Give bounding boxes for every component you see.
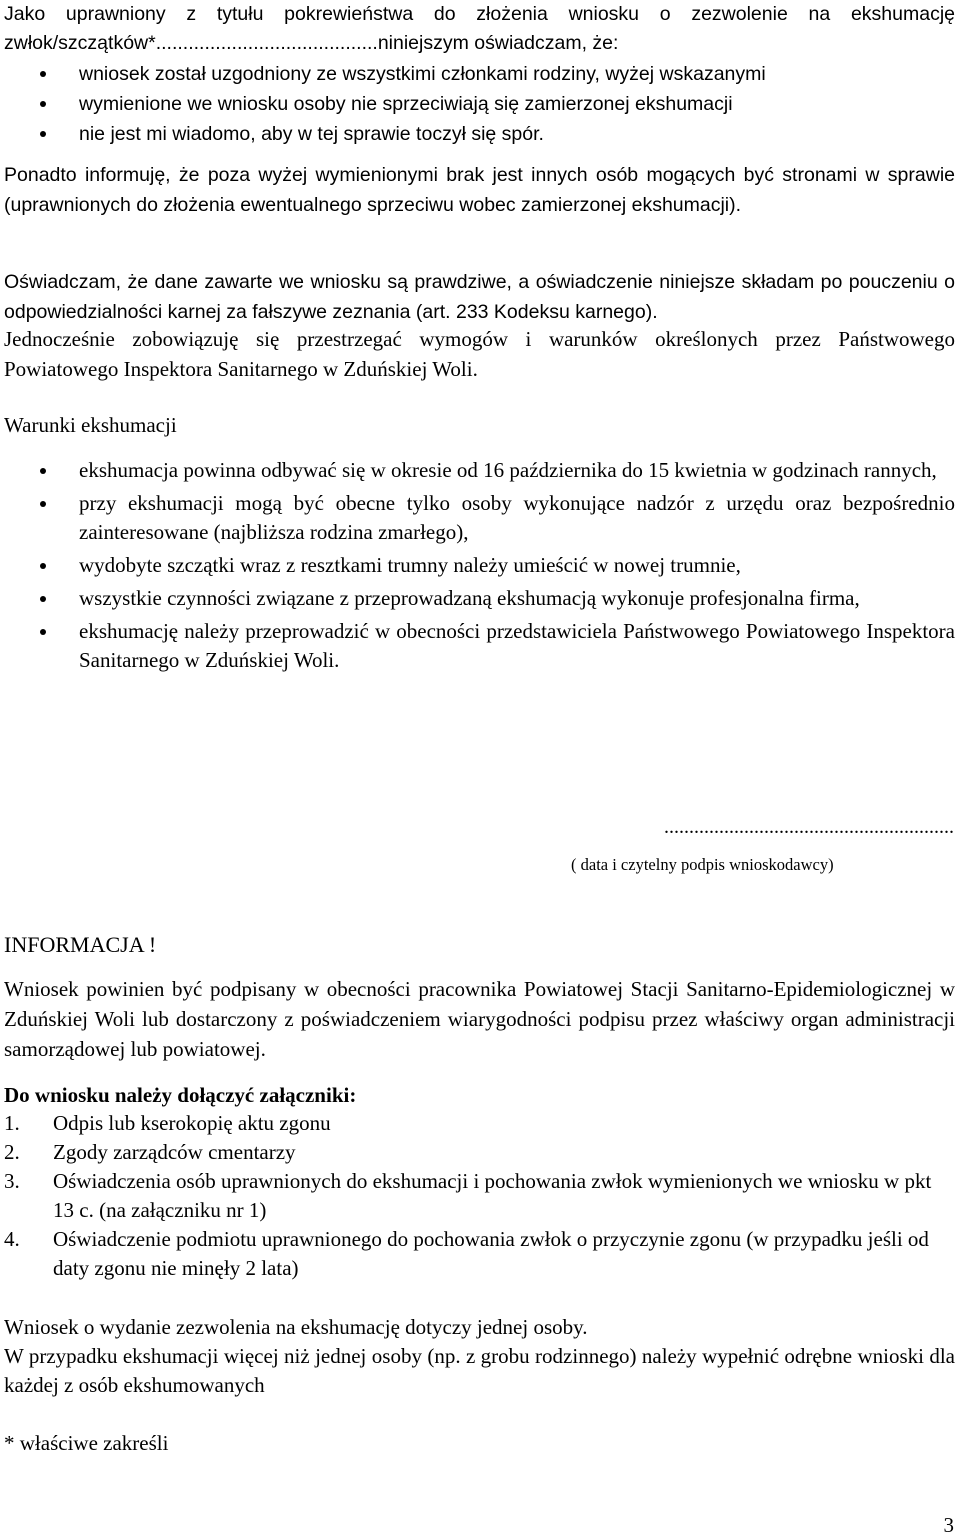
signature-line: .......................................................... [664, 816, 954, 838]
footnote: * właściwe zakreśli [4, 1431, 169, 1455]
item-text: Oświadczenie podmiotu uprawnionego do pochowania zwłok o przyczynie zgonu (w przypadku jeśli od daty zgonu nie minęły 2 lata) [53, 1227, 929, 1280]
information-paragraph: Wniosek powinien być podpisany w obecności pracownika Powiatowej Stacji Sanitarno-Epidemiologicznej w Zduńskiej Woli lub dostarczony z poświadczeniem wiarygodności podpisu przez właściwy organ administracji samorządowej lub powiatowej. [4, 977, 955, 1061]
attachments-list [4, 1109, 955, 1283]
obligation-paragraph: Jednocześnie zobowiązuję się przestrzegać wymogów i warunków określonych przez Państwowego Powiatowego Inspektora Sanitarnego w Zduńskiej Woli. [4, 327, 955, 381]
item-text: Oświadczenia osób uprawnionych do ekshumacji i pochowania zwłok wymienionych we wniosku w pkt 13 c. (na załączniku nr 1) [53, 1169, 932, 1222]
list-item: wydobyte szczątki wraz z resztkami trumny należy umieścić w nowej trumnie, [0, 551, 955, 580]
exhumation-conditions-heading: Warunki ekshumacji [4, 413, 177, 437]
single-person-note: Wniosek o wydanie zezwolenia na ekshumację dotyczy jednej osoby. [4, 1315, 588, 1339]
list-item: wymienione we wniosku osoby nie sprzeciwiają się zamierzonej ekshumacji [0, 89, 955, 119]
list-item [4, 1109, 955, 1138]
exhumation-conditions-list [0, 456, 955, 679]
item-text: Zgody zarządców cmentarzy [53, 1140, 296, 1164]
list-item: wniosek został uzgodniony ze wszystkimi członkami rodziny, wyżej wskazanymi [0, 59, 955, 89]
item-number: 2. [4, 1140, 20, 1164]
list-item: przy ekshumacji mogą być obecne tylko osoby wykonujące nadzór z urzędu oraz bezpośrednio zainteresowane (najbliższa rodzina zmarłego), [0, 489, 955, 547]
ponadto-paragraph: Ponadto informuję, że poza wyżej wymienionymi brak jest innych osób mogących być stronami w sprawie (uprawnionych do złożenia ewentualnego sprzeciwu wobec zamierzonej ekshumacji). [4, 164, 955, 216]
list-item: ekshumacja powinna odbywać się w okresie od 16 października do 15 kwietnia w godzinach rannych, [0, 456, 955, 485]
declaration-paragraph: Oświadczam, że dane zawarte we wniosku są prawdziwe, a oświadczenie niniejsze składam po pouczeniu o odpowiedzialności karnej za fałszywe zeznania (art. 233 Kodeksu karnego). [4, 271, 955, 323]
item-number: 1. [4, 1111, 20, 1135]
page-number: 3 [943, 1513, 954, 1537]
list-item [4, 1138, 955, 1167]
list-item: nie jest mi wiadomo, aby w tej sprawie toczył się spór. [0, 119, 955, 149]
attachments-heading: Do wniosku należy dołączyć załączniki: [4, 1083, 357, 1107]
list-item: wszystkie czynności związane z przeprowadzaną ekshumacją wykonuje profesjonalna firma, [0, 584, 955, 613]
item-text: Odpis lub kserokopię aktu zgonu [53, 1111, 331, 1135]
signature-caption: ( data i czytelny podpis wnioskodawcy) [571, 855, 834, 874]
intro-paragraph: Jako uprawniony z tytułu pokrewieństwa do złożenia wniosku o zezwolenie na ekshumację zwłok/szczątków*.........................................niniejszym oświadczam, że: [4, 3, 955, 54]
list-item [4, 1167, 955, 1225]
list-item [4, 1225, 955, 1283]
information-heading: INFORMACJA ! [4, 932, 157, 957]
item-number: 4. [4, 1227, 20, 1251]
intro-statement-list [0, 59, 955, 149]
item-number: 3. [4, 1169, 20, 1193]
list-item: ekshumację należy przeprowadzić w obecności przedstawiciela Państwowego Powiatowego Inspektora Sanitarnego w Zduńskiej Woli. [0, 617, 955, 675]
multiple-persons-note: W przypadku ekshumacji więcej niż jednej osoby (np. z grobu rodzinnego) należy wypełnić odrębne wnioski dla każdej z osób ekshumowanych [4, 1344, 955, 1397]
